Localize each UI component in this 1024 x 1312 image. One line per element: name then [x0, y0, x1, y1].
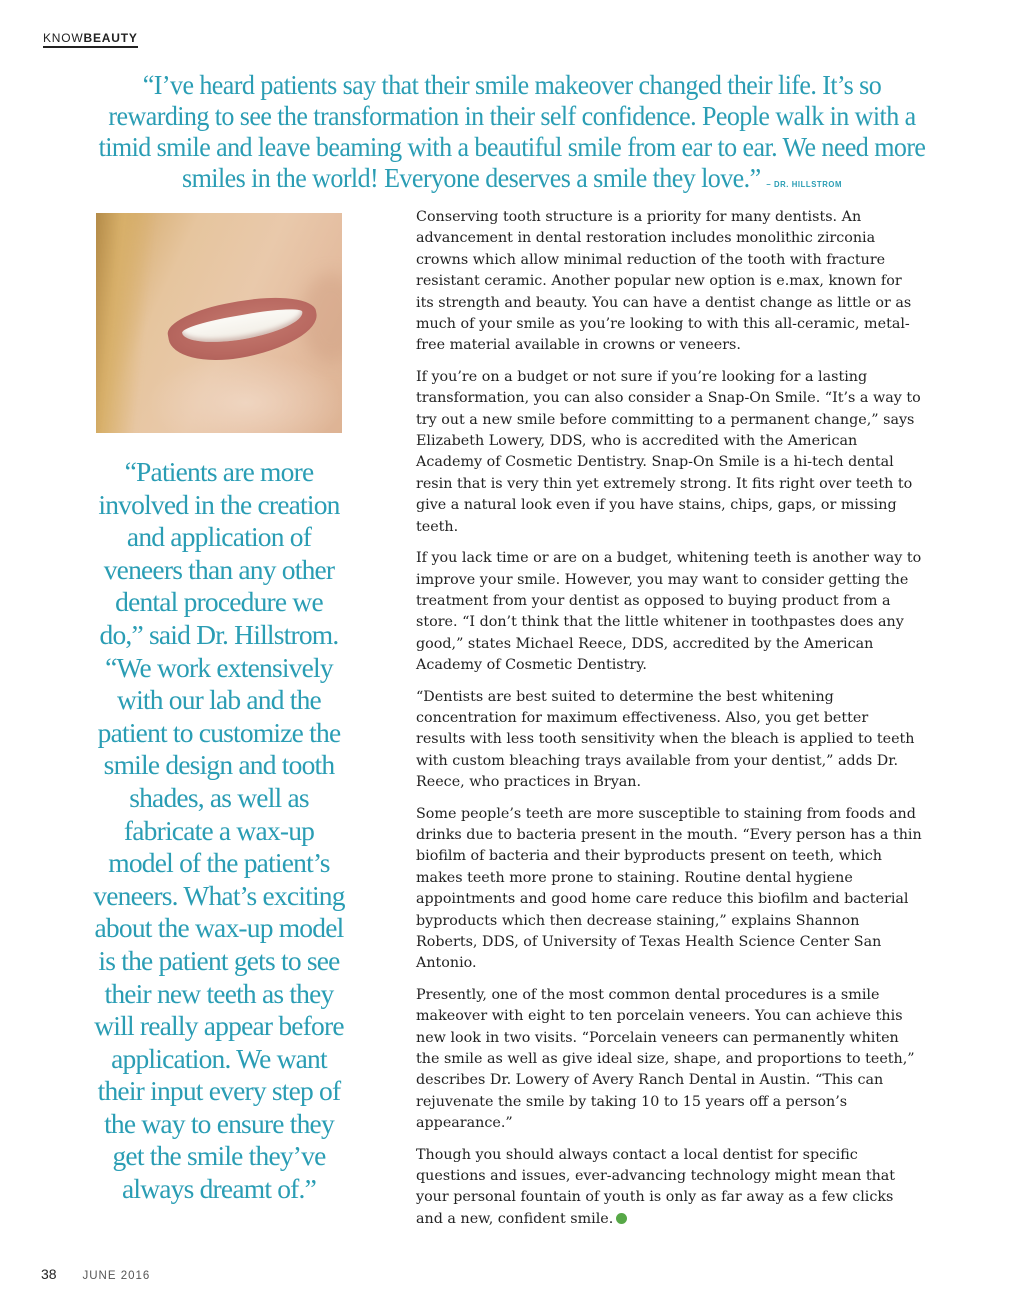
article-paragraph: Conserving tooth structure is a priority for many dentists. An advancement in dental restoration includes monolithic zirconia crowns which allow minimal reduction of the tooth with fracture resistant ceramic. Another popular new option is e.max, known for its strength and beauty. You can have a dentist change as little or as much of your smile as you’re looking to with this all-ceramic, metal-free material available in crowns or veneers. [416, 209, 912, 354]
section-label [43, 31, 138, 48]
article-paragraph-last [416, 1145, 922, 1231]
issue-date: JUNE 2016 [82, 1270, 151, 1282]
article-paragraph: “Dentists are best suited to determine the best whitening concentration for maximum effectiveness. Also, you get better results with less tooth sensitivity when the bleach is applied to teeth with custom bleaching trays available from your dentist,” adds Dr. Reece, who practices in Bryan. [416, 688, 915, 791]
article-paragraph: If you’re on a budget or not sure if you’re looking for a lasting transformation, you can also consider a Snap-On Smile. “It’s a way to try out a new smile before committing to a permanent change,” says Elizabeth Lowery, DDS, who is accredited with the American Academy of Cosmetic Dentistry. Snap-On Smile is a hi-tech dental resin that is very thin yet extremely strong. It fits right over teeth to give a natural look even if you have stains, chips, gaps, or missing teeth. [416, 368, 921, 535]
article-paragraph: Some people’s teeth are more susceptible to staining from foods and drinks due to bacteria present in the mouth. “Every person has a thin biofilm of bacteria and their byproducts present on teeth, which makes teeth more prone to staining. Routine dental hygiene appointments and good home care reduce this biofilm and bacterial byproducts which then decrease staining,” explains Shannon Roberts, DDS, of University of Texas Health Science Center San Antonio. [416, 805, 922, 972]
pull-quote-attribution: – DR. HILLSTROM [766, 180, 842, 189]
section-label-prefix: KNOW [43, 31, 84, 45]
side-quote [92, 456, 346, 1206]
side-quote-text: “Patients are more involved in the creation and application of veneers than any other dental procedure we do,” said Dr. Hillstrom. “We work extensively with our lab and the patient to customize the smile design and tooth shades, as well as fabricate a wax-up model of the patient’s veneers. What’s exciting about the wax-up model is the patient gets to see their new teeth as they will really appear before application. We want their input every step of the way to ensure they get the smile they’ve always dreamt of.” [93, 456, 345, 1205]
folio [41, 1266, 150, 1282]
pull-quote-text: “I’ve heard patients say that their smile makeover changed their life. It’s so rewarding to see the transformation in their self confidence. People walk in with a timid smile and leave beaming with a beautiful smile from ear to ear. We need more smiles in the world! Everyone deserves a smile they love.” [98, 70, 926, 193]
article-paragraph: Presently, one of the most common dental procedures is a smile makeover with eight to ten porcelain veneers. You can achieve this new look in two visits. “Porcelain veneers can permanently whiten the smile as well as give ideal size, shape, and proportions to teeth,” describes Dr. Lowery of Avery Ranch Dental in Austin. “This can rejuvenate the smile by taking 10 to 15 years off a person’s appearance.” [416, 986, 915, 1132]
article-body [416, 207, 922, 1240]
article-paragraph: If you lack time or are on a budget, whitening teeth is another way to improve your smile. However, you may want to consider getting the treatment from your dentist as opposed to buying product from a store. “I don’t think that the little whitener in toothpastes does any good,” states Michael Reece, DDS, accredited by the American Academy of Cosmetic Dentistry. [416, 550, 922, 674]
smiling-woman-photo [96, 213, 342, 433]
section-label-bold: BEAUTY [83, 31, 138, 45]
page-number: 38 [41, 1266, 57, 1282]
article-paragraph-last-text: Though you should always contact a local dentist for specific questions and issues, ever-advancing technology might mean that your personal fountain of youth is only as far away as a few clicks and a new, confident smile. [416, 1146, 896, 1227]
pull-quote [95, 70, 929, 200]
end-mark-icon [616, 1213, 627, 1224]
photo-hair [96, 213, 159, 433]
